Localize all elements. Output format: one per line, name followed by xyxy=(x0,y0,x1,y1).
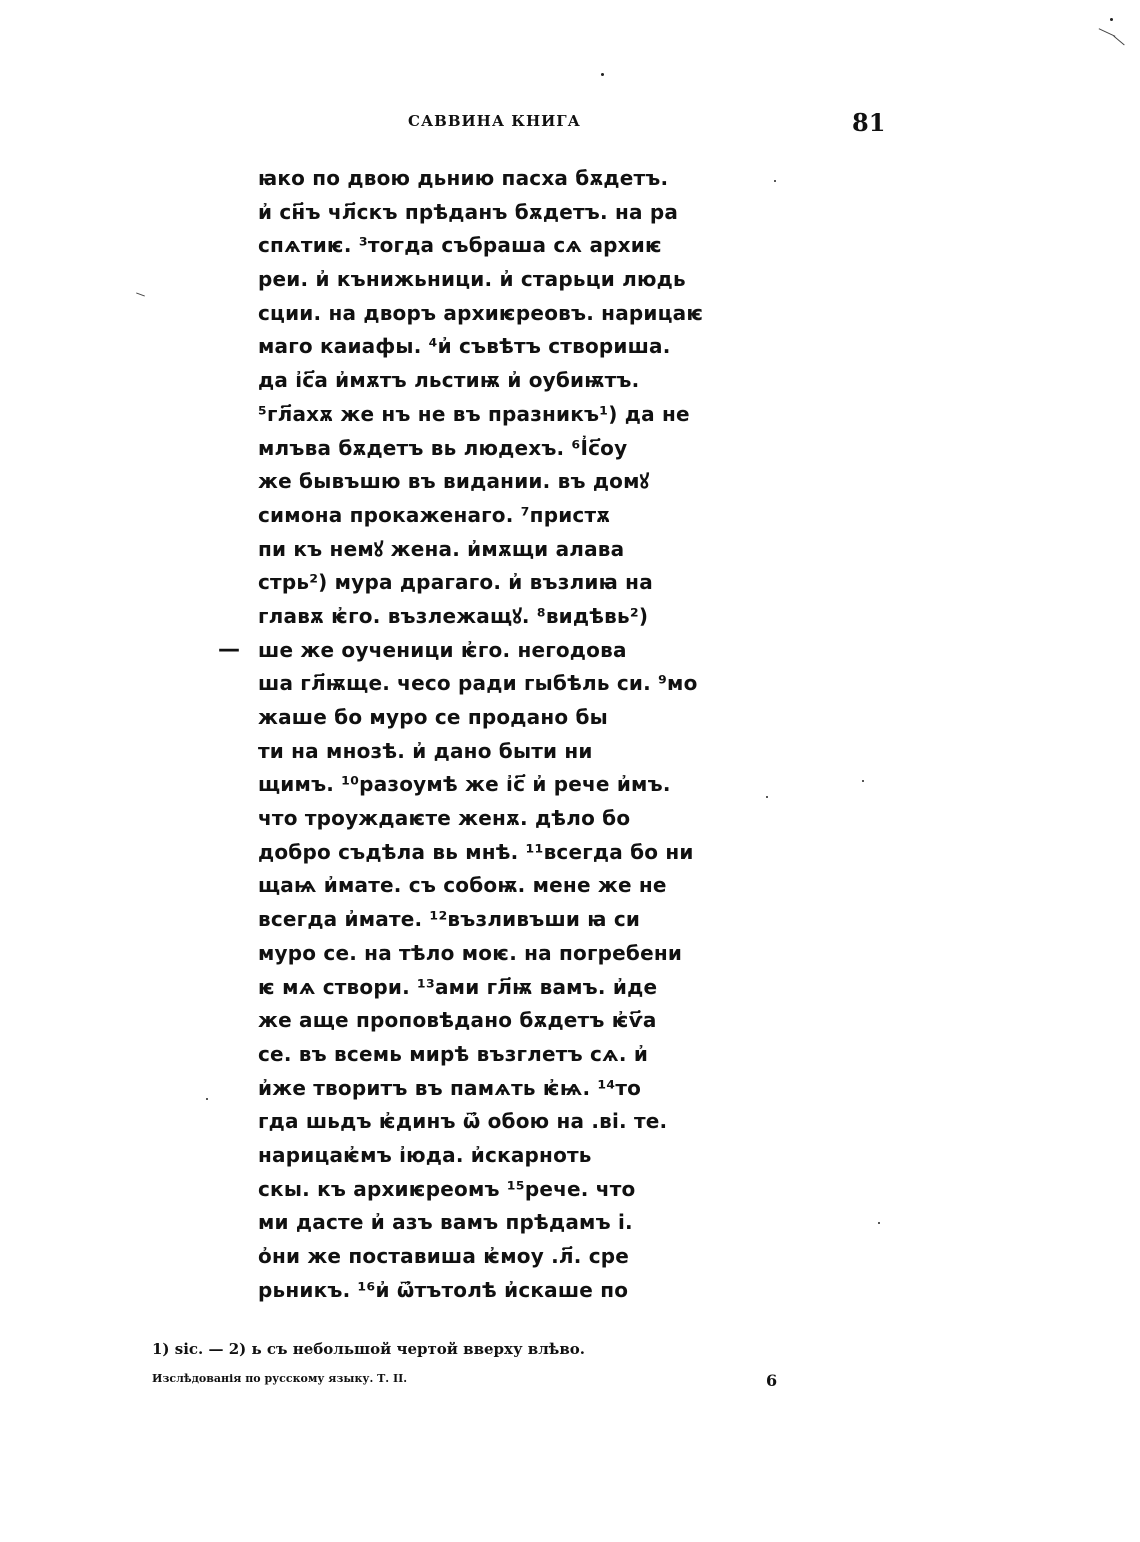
scan-stroke xyxy=(1113,36,1124,46)
text-line: и҆ сн҃ъ чл҃скъ прѣданъ бѫдетъ. на ра xyxy=(258,199,679,224)
text-line: главѫ ѥ҆го. възлежащꙋ. ⁸видѣвь²) xyxy=(258,603,649,628)
text-line: се. въ всемь мирѣ възглетъ сѧ. и҆ xyxy=(258,1041,649,1066)
text-line: маго каиафы. ⁴и҆ съвѣтъ створиша. xyxy=(258,334,671,359)
text-line: ѥ мѧ створи. ¹³ами гл҃ѭ вамъ. и҆де xyxy=(258,974,658,999)
text-line: симона прокаженаго. ⁷пристѫ xyxy=(258,502,611,527)
text-line: сции. на дворъ архиѥреовъ. нарицаѥ xyxy=(258,300,704,325)
text-line: стрь²) мура драгаго. и҆ възлиꙗ на xyxy=(258,570,653,595)
text-line: да і҆с҃а и҆мѫтъ льстиѭ и҆ оубиѭтъ. xyxy=(258,368,640,393)
text-line: рьникъ. ¹⁶и҆ ѿ҆тътолѣ и҆скаше по xyxy=(258,1277,629,1302)
text-line: ша гл҃ѭще. чесо ради гыбѣль си. ⁹мо xyxy=(258,671,698,696)
text-line: скы. къ архиѥреомъ ¹⁵рече. что xyxy=(258,1176,636,1201)
text-line: ⁵гл҃ахѫ же нъ не въ празникъ¹) да не xyxy=(258,401,690,426)
main-text xyxy=(258,162,704,1307)
margin-mark: — xyxy=(218,637,240,662)
text-line: что троуждаѥте женѫ. дѣло бо xyxy=(258,806,631,831)
text-line: же аще проповѣдано бѫдетъ ѥ҆ѵ҃а xyxy=(258,1008,657,1033)
scan-speck xyxy=(774,180,776,182)
text-line: же бывъшю въ видании. въ домꙋ xyxy=(258,469,650,494)
text-line: ти на мнозѣ. и҆ дано быти ни xyxy=(258,738,593,763)
scan-speck xyxy=(601,73,604,76)
text-line: щаѩ и҆мате. съ собоѭ. мене же не xyxy=(258,873,667,898)
signature-mark: 6 xyxy=(766,1371,778,1390)
text-line: нарицаѥ҆мъ і҆юда. и҆скарноть xyxy=(258,1142,592,1167)
footnote: 1) sic. — 2) ь съ небольшой чертой вверху влѣво. xyxy=(152,1340,585,1358)
text-line: ше же оученици ѥ҆го. негодова xyxy=(258,637,627,662)
scan-speck xyxy=(878,1222,880,1224)
text-line: добро съдѣла вь мнѣ. ¹¹всегда бо ни xyxy=(258,839,694,864)
scan-speck xyxy=(1110,18,1113,21)
scan-speck xyxy=(206,1098,208,1100)
imprint-line: Изслѣдованія по русскому языку. Т. II. xyxy=(152,1372,408,1385)
text-line: о҆ни же поставиша ѥ҆моу .л҃. сре xyxy=(258,1244,630,1268)
scan-stroke xyxy=(136,292,145,296)
page-number: 81 xyxy=(852,108,886,137)
text-line: ꙗко по двою дьнию пасха бѫдетъ. xyxy=(258,166,669,190)
text-line: жаше бо муро се продано бы xyxy=(258,705,608,729)
text-line: гда шьдъ ѥ҆динъ ѿ҆ обою на .ві. те. xyxy=(258,1109,668,1134)
text-line: спѧтиѥ. ³тогда събраша сѧ архиѥ xyxy=(258,233,662,258)
text-line: ми дасте и҆ азъ вамъ прѣдамъ і. xyxy=(258,1210,633,1235)
text-line: млъва бѫдетъ вь людехъ. ⁶І҆с҃оу xyxy=(258,435,628,460)
text-line: пи къ немꙋ жена. и҆мѫщи алава xyxy=(258,536,625,561)
running-title: САВВИНА КНИГА xyxy=(408,112,581,130)
scan-speck xyxy=(862,780,864,782)
text-line: и҆же творитъ въ памѧть ѥ҆ѩ. ¹⁴то xyxy=(258,1075,642,1100)
text-line: щимъ. ¹⁰разоумѣ же і҆с҃ и҆ рече и҆мъ. xyxy=(258,772,671,797)
text-line: всегда и҆мате. ¹²възливъши ꙗ си xyxy=(258,907,641,932)
scan-speck xyxy=(766,796,768,798)
text-line: реи. и҆ кънижьници. и҆ старьци людь xyxy=(258,267,686,292)
text-line: муро се. на тѣло моѥ. на погребени xyxy=(258,940,683,965)
